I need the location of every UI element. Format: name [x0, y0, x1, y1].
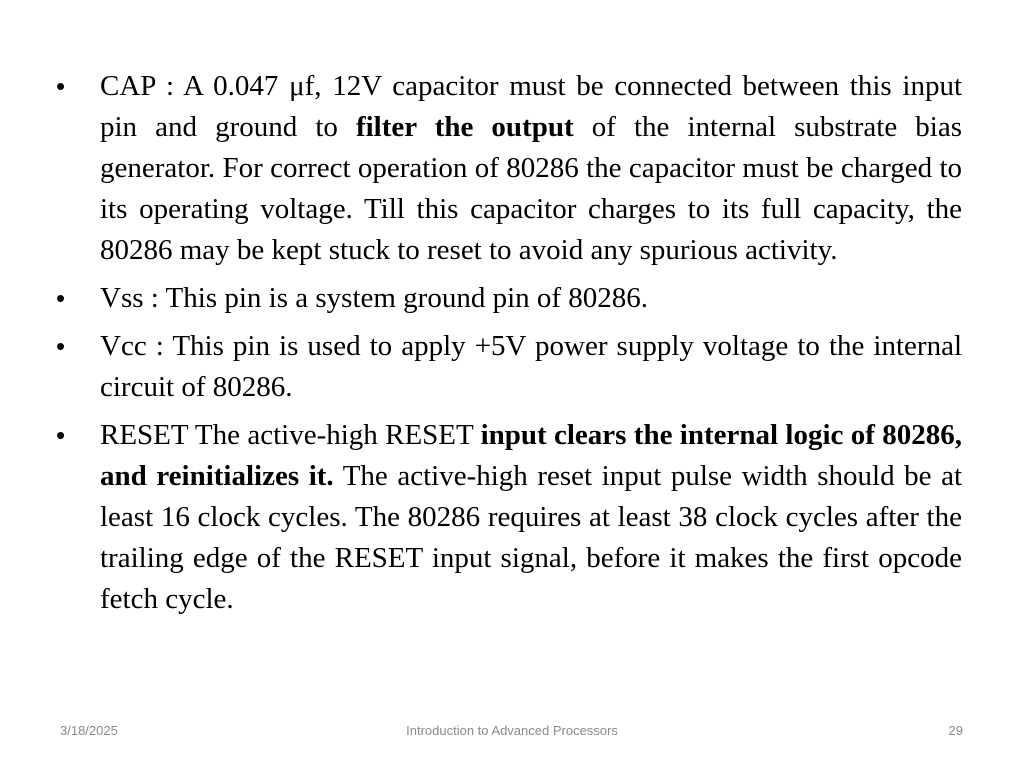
bullet-cap	[56, 66, 962, 271]
bullet-reset	[56, 415, 962, 620]
cap-text-1: CAP : A 0.047 μf, 12V capacitor must be connected between this input pin and ground to	[100, 70, 962, 143]
footer-title: Introduction to Advanced Processors	[406, 723, 618, 738]
bullet-icon: •	[56, 331, 66, 361]
reset-text-bold: input clears the internal logic of 80286, and reinitializes it.	[100, 419, 962, 492]
cap-text-2: of the internal substrate bias generator. For correct operation of 80286 the capacitor must be charged to its operating voltage. Till this capacitor charges to its full capacity, the 80286 may be kept stuck to reset to avoid any spurious activity.	[100, 111, 962, 266]
cap-text-bold: filter the output	[355, 111, 574, 143]
bullet-icon: •	[56, 71, 66, 101]
bullet-icon: •	[56, 420, 66, 450]
vss-text: Vss : This pin is a system ground pin of 80286.	[100, 282, 649, 314]
reset-text-2: The active-high reset input pulse width should be at least 16 clock cycles. The 80286 requires at least 38 clock cycles after the trailing edge of the RESET input signal, before it makes the first opcode fetch cycle.	[100, 460, 962, 615]
bullet-icon: •	[56, 283, 66, 313]
bullet-vcc	[56, 326, 962, 408]
footer-page-number: 29	[948, 723, 963, 738]
reset-text-1: RESET The active-high RESET	[100, 419, 481, 451]
vcc-text: Vcc : This pin is used to apply +5V power supply voltage to the internal circuit of 80286.	[100, 330, 962, 403]
bullet-vss	[56, 278, 962, 319]
slide-body	[56, 66, 962, 627]
footer-date: 3/18/2025	[60, 723, 118, 738]
